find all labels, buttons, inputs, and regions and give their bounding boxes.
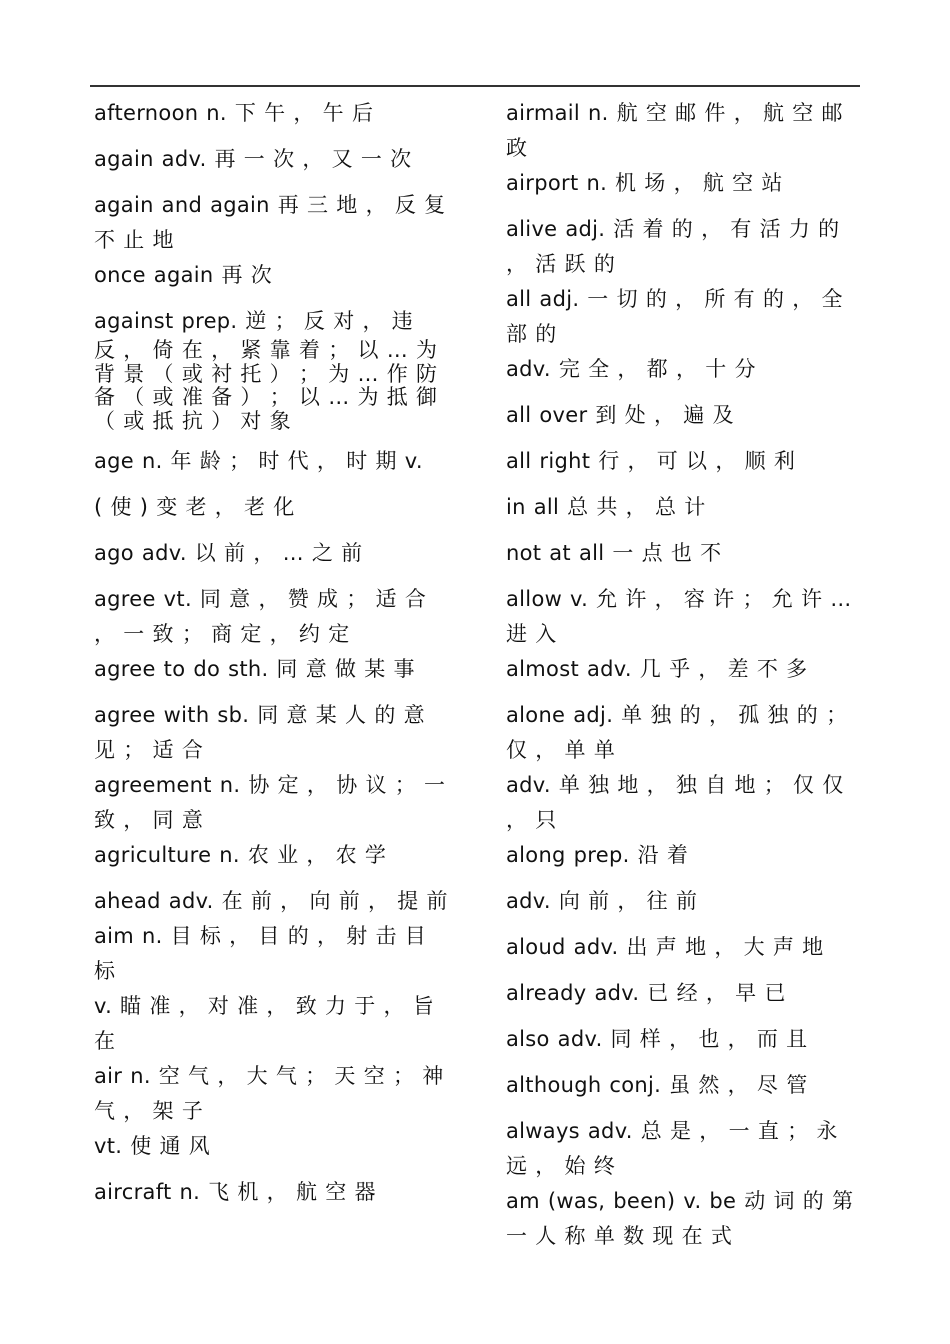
entry-along-adv: adv. 向 前 ， 往 前	[506, 889, 698, 913]
entry-always: always adv. 总 是 ， 一 直 ； 永 远 ， 始 终	[506, 1119, 838, 1178]
right-column	[506, 96, 866, 1254]
entry-aim-verb: v. 瞄 准 ， 对 准 ， 致 力 于 ， 旨 在	[94, 994, 435, 1053]
entry-airport: airport n. 机 场 ， 航 空 站	[506, 171, 783, 195]
entry-against-rest: 反 ， 倚 在 ， 紧 靠 着 ； 以 … 为 背 景 （ 或 衬 托 ） ； 为 … 作 防 备 （ 或 准 备 ） ； 以 … 为 抵 御 （ 或 抵 抗 ） 对 象	[94, 338, 438, 433]
entry-airmail: airmail n. 航 空 邮 件 ， 航 空 邮 政	[506, 101, 843, 160]
entry-age-verb: ( 使 ) 变 老 ， 老 化	[94, 495, 295, 519]
top-rule	[90, 85, 860, 87]
entry-in-all: in all 总 共 ， 总 计	[506, 495, 706, 519]
entry-all-right: all right 行 ， 可 以 ， 顺 利	[506, 449, 796, 473]
left-column	[94, 96, 454, 1221]
entry-although: although conj. 虽 然 ， 尽 管	[506, 1073, 808, 1097]
entry-all: all adj. 一 切 的 ， 所 有 的 ， 全 部 的	[506, 287, 843, 346]
entry-agriculture: agriculture n. 农 业 ， 农 学	[94, 843, 387, 867]
entry-all-over: all over 到 处 ， 遍 及	[506, 403, 734, 427]
entry-ahead: ahead adv. 在 前 ， 向 前 ， 提 前	[94, 889, 448, 913]
entry-aloud: aloud adv. 出 声 地 ， 大 声 地	[506, 935, 824, 959]
entry-all-adv: adv. 完 全 ， 都 ， 十 分	[506, 357, 756, 381]
entry-aircraft: aircraft n. 飞 机 ， 航 空 器	[94, 1180, 376, 1204]
entry-afternoon: afternoon n. 下 午 ， 午 后	[94, 101, 374, 125]
entry-not-at-all: not at all 一 点 也 不	[506, 541, 722, 565]
entry-along: along prep. 沿 着	[506, 843, 689, 867]
entry-ago: ago adv. 以 前 ， … 之 前	[94, 541, 363, 565]
entry-allow: allow v. 允 许 ， 容 许 ； 允 许 … 进 入	[506, 587, 852, 646]
entry-air: air n. 空 气 ， 大 气 ； 天 空 ； 神 气 ， 架 子	[94, 1064, 444, 1123]
entry-alone: alone adj. 单 独 的 ， 孤 独 的 ； 仅 ， 单 单	[506, 703, 848, 762]
entry-agree-with: agree with sb. 同 意 某 人 的 意 见 ； 适 合	[94, 703, 425, 762]
entry-agree: agree vt. 同 意 ， 赞 成 ； 适 合 ， 一 致 ； 商 定 ， 约 定	[94, 587, 427, 646]
entry-almost: almost adv. 几 乎 ， 差 不 多	[506, 657, 808, 681]
entry-agreement: agreement n. 协 定 ， 协 议 ； 一 致 ， 同 意	[94, 773, 446, 832]
entry-alone-adv: adv. 单 独 地 ， 独 自 地 ； 仅 仅 ， 只	[506, 773, 844, 832]
entry-once-again: once again 再 次	[94, 263, 273, 287]
entry-alive: alive adj. 活 着 的 ， 有 活 力 的 ， 活 跃 的	[506, 217, 840, 276]
entry-agree-to-do: agree to do sth. 同 意 做 某 事	[94, 657, 415, 681]
entry-again: again adv. 再 一 次 ， 又 一 次	[94, 147, 412, 171]
entry-also: also adv. 同 样 ， 也 ， 而 且	[506, 1027, 808, 1051]
entry-age: age n. 年 龄 ； 时 代 ， 时 期 v.	[94, 449, 423, 473]
entry-air-verb: vt. 使 通 风	[94, 1134, 211, 1158]
entry-again-and-again: again and again 再 三 地 ， 反 复 不 止 地	[94, 193, 446, 252]
entry-already: already adv. 已 经 ， 早 已	[506, 981, 786, 1005]
entry-aim: aim n. 目 标 ， 目 的 ， 射 击 目 标	[94, 924, 427, 983]
entry-against	[94, 304, 454, 433]
entry-am: am (was, been) v. be 动 词 的 第 一 人 称 单 数 现 在 式	[506, 1189, 854, 1248]
entry-against-line1: against prep. 逆 ； 反 对 ， 违	[94, 309, 414, 333]
